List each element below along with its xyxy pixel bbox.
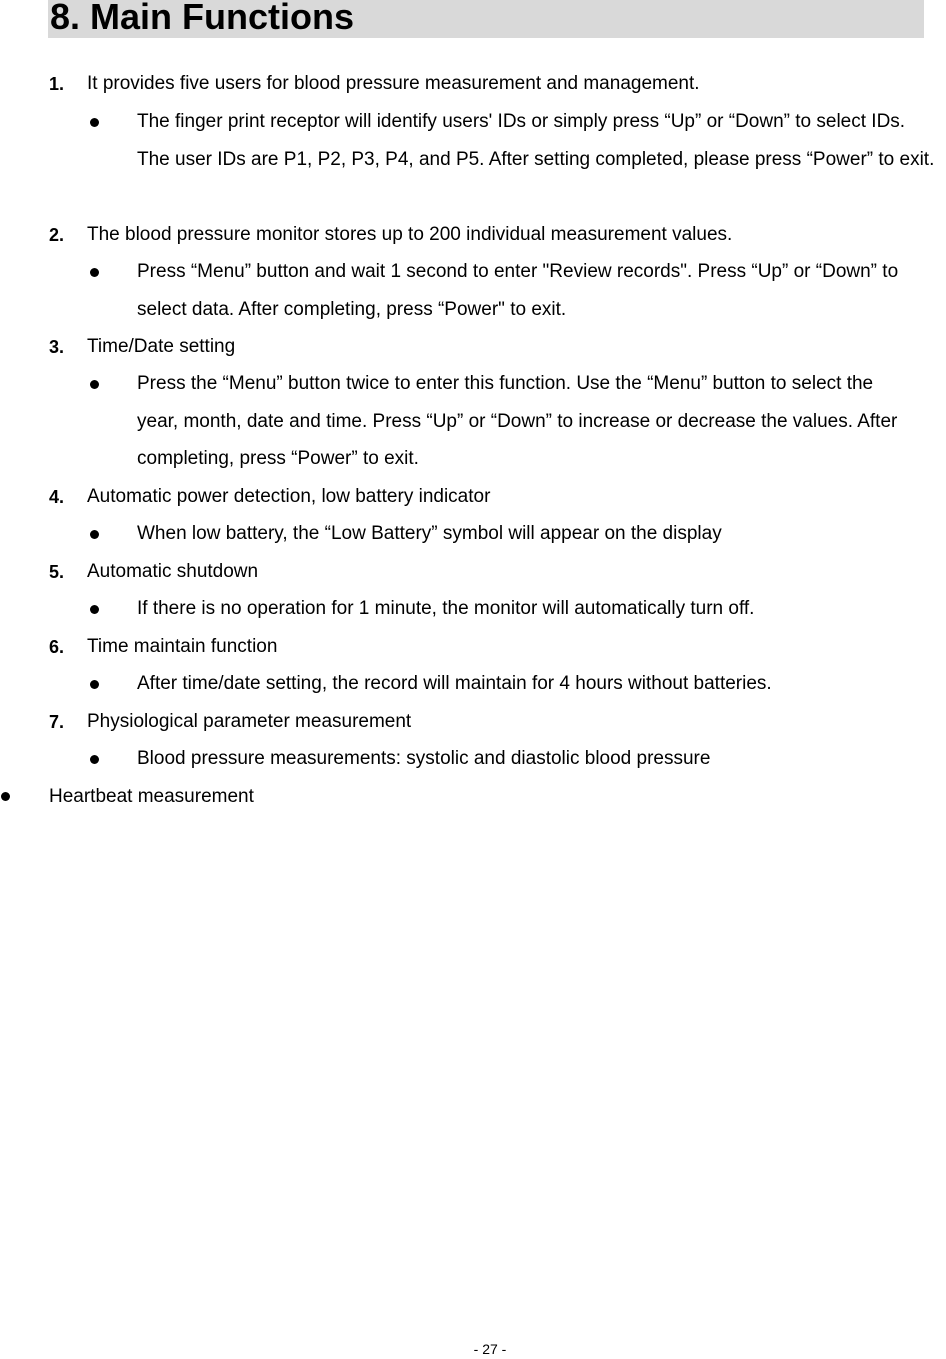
list-item-bullet: Press “Menu” button and wait 1 second to enter "Review records". Press “Up” or “Down” to select data. After completing, press “Power" to exit. (137, 261, 899, 320)
list-item-text: Physiological parameter measurement (87, 711, 412, 732)
item-number: 1. (49, 74, 65, 94)
bullet-icon (1, 792, 10, 801)
item-number: 4. (49, 487, 65, 507)
item-number: 2. (49, 225, 65, 245)
section-heading: 8. Main Functions (50, 0, 355, 37)
bullet-icon (90, 530, 99, 539)
list-item-text: Time/Date setting (87, 336, 236, 357)
list-item-bullet: If there is no operation for 1 minute, the monitor will automatically turn off. (137, 598, 755, 619)
bullet-icon (90, 268, 99, 277)
item-number: 5. (49, 562, 65, 582)
list-item-bullet: Press the “Menu” button twice to enter this function. Use the “Menu” button to select the year, month, date and time. Press “Up” or “Down” to increase or decrease the values. After completing, press “Power” to exit. (137, 373, 898, 469)
bullet-icon (90, 118, 99, 127)
list-item-bullet: When low battery, the “Low Battery” symbol will appear on the display (137, 523, 722, 544)
list-item-text: It provides five users for blood pressure measurement and management. (87, 73, 700, 94)
list-item-bullet: The finger print receptor will identify users' IDs or simply press “Up” or “Down” to select IDs. The user IDs are P1, P2, P3, P4, and P5. After setting completed, please press “Power” to exit. (137, 111, 935, 170)
bullet-icon (90, 605, 99, 614)
item-number: 6. (49, 637, 65, 657)
bullet-icon (90, 380, 99, 389)
item-number: 3. (49, 337, 65, 357)
list-item-text: Automatic shutdown (87, 561, 259, 582)
list-item-text: Time maintain function (87, 636, 278, 657)
page-number: - 27 - (473, 1341, 507, 1357)
list-item-bullet: After time/date setting, the record will maintain for 4 hours without batteries. (137, 673, 772, 694)
list-item-text: The blood pressure monitor stores up to 200 individual measurement values. (87, 224, 733, 245)
item-number: 7. (49, 712, 65, 732)
heartbeat-item: Heartbeat measurement (49, 786, 254, 807)
bullet-icon (90, 755, 99, 764)
list-item-bullet: Blood pressure measurements: systolic and diastolic blood pressure (137, 748, 711, 769)
list-item-text: Automatic power detection, low battery indicator (87, 486, 491, 507)
bullet-icon (90, 680, 99, 689)
